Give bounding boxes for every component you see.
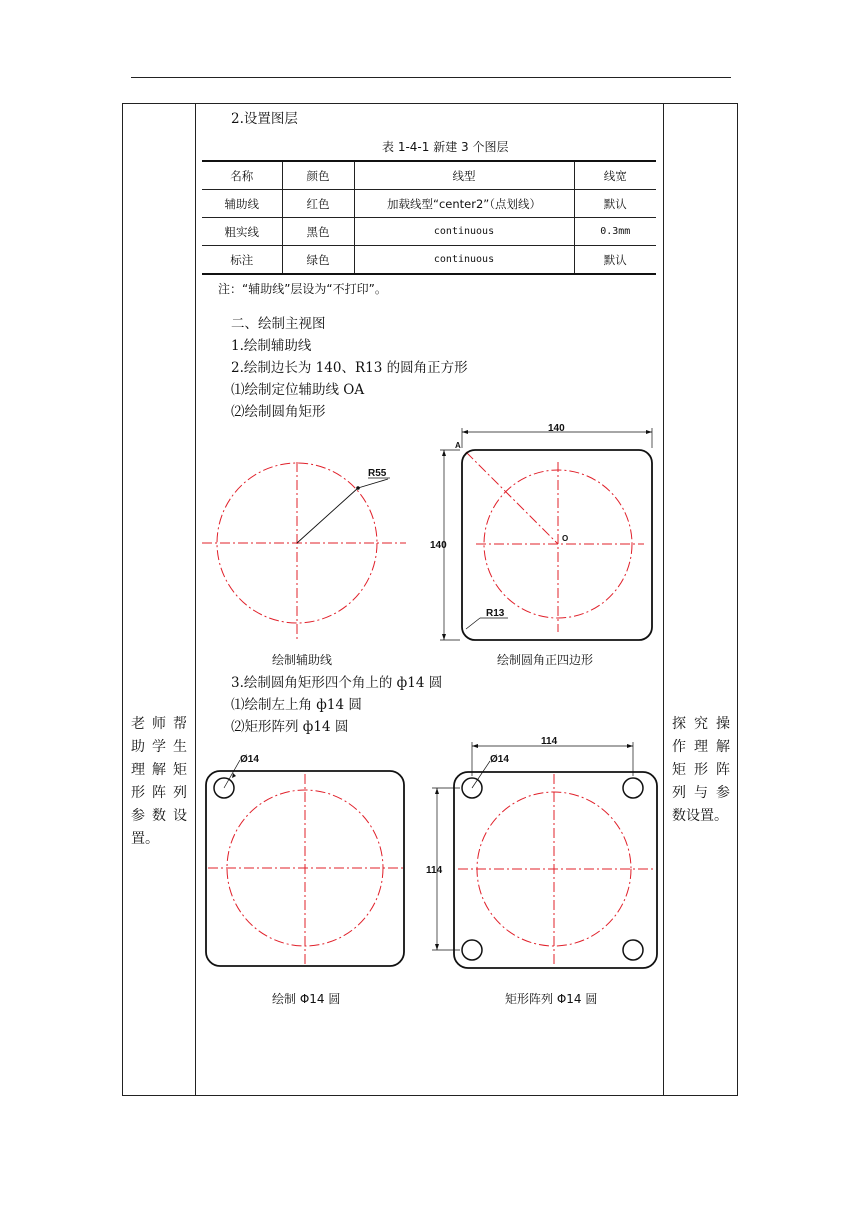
table-caption: 表 1-4-1 新建 3 个图层	[382, 140, 509, 154]
step-line: ⑴绘制左上角 ф14 圆	[231, 697, 362, 713]
table-cell: 黑色	[282, 218, 354, 246]
diameter-leader	[224, 760, 240, 788]
dimension-arrows	[442, 430, 652, 640]
dimension-label: 140	[548, 423, 565, 434]
table-cell: 0.3mm	[574, 218, 656, 246]
figure-rounded-square	[432, 420, 664, 652]
table-cell: 辅助线	[202, 190, 282, 218]
diameter-arrow	[232, 773, 236, 778]
point-label-a: A	[455, 441, 461, 450]
radius-label: R55	[368, 468, 387, 479]
table-header-row	[202, 161, 656, 190]
dimension-label: 114	[541, 736, 558, 747]
step-line: ⑵矩形阵列 ф14 圆	[231, 719, 349, 735]
point-label-o: O	[562, 534, 569, 543]
table-cell: continuous	[354, 246, 574, 275]
step-line: ⑴绘制定位辅助线 OA	[231, 382, 365, 398]
array-circle	[623, 940, 643, 960]
radius-leader	[297, 488, 358, 543]
figure-caption: 绘制 Φ14 圆	[272, 992, 341, 1006]
header-cell: 线宽	[574, 161, 656, 190]
radius-dot	[356, 486, 360, 490]
diameter-label: Ø14	[240, 754, 259, 765]
figure-caption: 绘制圆角正四边形	[497, 653, 594, 667]
dimension-label: 140	[430, 540, 447, 551]
step-line: 2.绘制边长为 140、R13 的圆角正方形	[231, 360, 468, 376]
rounded-square	[454, 772, 657, 968]
header-cell: 颜色	[282, 161, 354, 190]
teacher-activity: 老师帮 助学生 理解矩 形阵列 参数设 置。	[131, 716, 187, 847]
radius-label: R13	[486, 608, 505, 619]
step-line: ⑵绘制圆角矩形	[231, 404, 326, 420]
figure-corner-circle	[198, 744, 420, 974]
table-cell: continuous	[354, 218, 574, 246]
figure-auxiliary-lines	[196, 440, 416, 650]
array-circle	[623, 778, 643, 798]
section-layers: 2.设置图层	[231, 111, 298, 127]
table-row	[202, 246, 656, 275]
dimension-label: 114	[426, 865, 443, 876]
table-cell: 粗实线	[202, 218, 282, 246]
table-row	[202, 218, 656, 246]
student-activity: 探究操 作理解 矩形阵 列与参 数设置。	[672, 716, 730, 824]
table-cell: 绿色	[282, 246, 354, 275]
header-rule	[131, 77, 731, 78]
step-line: 1.绘制辅助线	[231, 338, 312, 354]
table-cell: 默认	[574, 190, 656, 218]
dimension-arrows	[435, 744, 633, 950]
table-cell: 默认	[574, 246, 656, 275]
figure-rectangular-array	[428, 736, 664, 972]
array-circle	[462, 940, 482, 960]
radius-leader	[466, 618, 480, 629]
radius-leader-tail	[358, 479, 388, 488]
diameter-label: Ø14	[490, 754, 509, 765]
table-cell: 加载线型“center2”（点划线）	[354, 190, 574, 218]
table-note: 注：“辅助线”层设为“不打印”。	[218, 282, 387, 296]
header-cell: 名称	[202, 161, 282, 190]
step-heading: 二、绘制主视图	[231, 316, 326, 332]
aux-diagonal-oa	[466, 452, 558, 544]
layer-table	[202, 160, 656, 275]
table-row	[202, 190, 656, 218]
step-line: 3.绘制圆角矩形四个角上的 ф14 圆	[231, 675, 443, 691]
figure-caption: 矩形阵列 Φ14 圆	[505, 992, 598, 1006]
table-cell: 红色	[282, 190, 354, 218]
header-cell: 线型	[354, 161, 574, 190]
table-cell: 标注	[202, 246, 282, 275]
figure-caption: 绘制辅助线	[272, 653, 333, 667]
